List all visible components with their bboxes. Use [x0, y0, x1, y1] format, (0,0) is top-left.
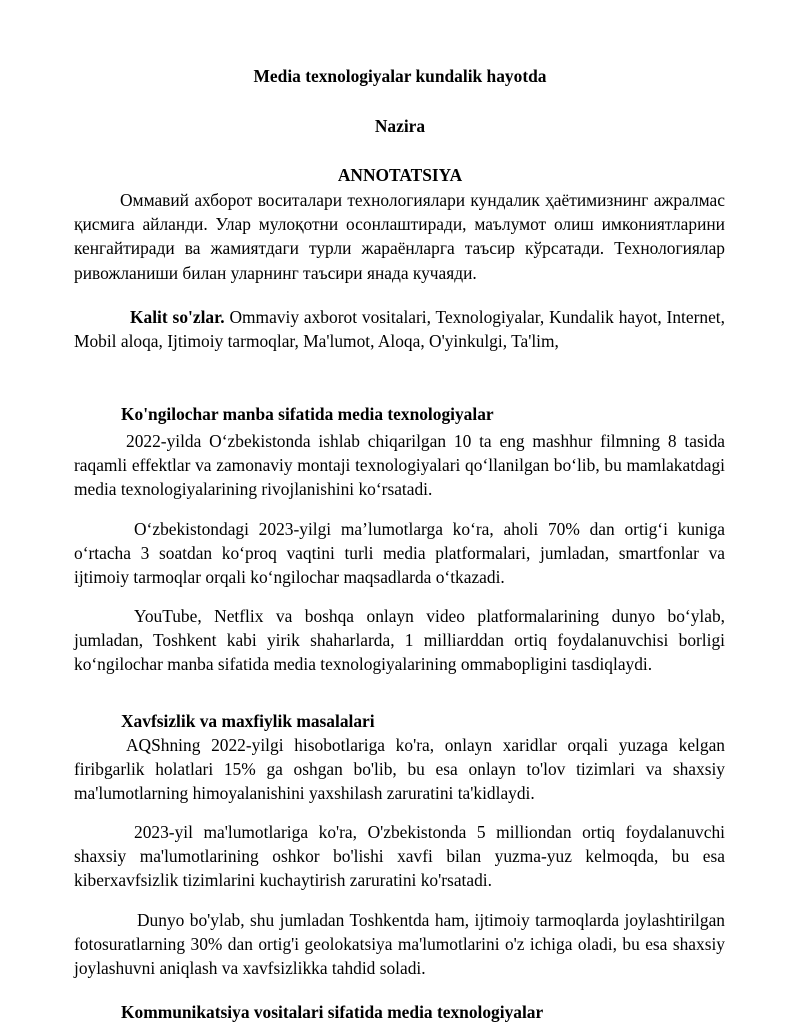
- keywords-label: Kalit so'zlar.: [130, 307, 225, 327]
- section-heading-security: Xavfsizlik va maxfiylik masalalari: [121, 711, 375, 731]
- annotation-heading: ANNOTATSIYA: [337, 165, 463, 185]
- section-paragraph: Dunyo bo'ylab, shu jumladan Toshkentda ham, ijtimoiy tarmoqlarda joylashtirilgan fotosuratlarning 30% dan ortig'i geolokatsiya ma'lumotlarini o'z ichiga oladi, bu esa shaxsiy joylashuvni aniqlash va xavfsizlikka tahdid soladi.: [74, 910, 725, 979]
- document-author: Nazira: [374, 116, 426, 136]
- document-title: Media texnologiyalar kundalik hayotda: [253, 66, 547, 86]
- annotation-paragraph: Оммавий ахборот воситалари технологиялари кундалик ҳаётимизнинг ажралмас қисмига айланди. Улар мулоқотни осонлаштиради, маълумот олиш имкониятларини кенгайтиради ва жамиятдаги турли жараёнларга таъсир кўрсатади. Технологиялар ривожланиши билан уларнинг таъсири янада кучаяди.: [74, 190, 725, 283]
- keywords-paragraph: [74, 305, 725, 353]
- section-paragraph: 2022-yilda O‘zbekistonda ishlab chiqarilgan 10 ta eng mashhur filmning 8 tasida raqamli effektlar va zamonaviy montaji texnologiyalari qo‘llanilgan bo‘lib, bu mamlakatdagi media texnologiyalarining rivojlanishini ko‘rsatadi.: [74, 431, 725, 500]
- section-paragraph: 2023-yil ma'lumotlariga ko'ra, O'zbekistonda 5 milliondan ortiq foydalanuvchi shaxsiy ma'lumotlarining oshkor bo'lishi xavfi bilan yuzma-yuz kelmoqda, bu esa kiberxavfsizlik tizimlarini kuchaytirish zaruratini ko'rsatadi.: [74, 822, 725, 891]
- section-heading-entertainment: Ko'ngilochar manba sifatida media texnologiyalar: [121, 404, 494, 424]
- section-paragraph: O‘zbekistondagi 2023-yilgi ma’lumotlarga ko‘ra, aholi 70% dan ortig‘i kuniga o‘rtacha 3 soatdan ko‘proq vaqtini turli media platformalari, jumladan, smartfonlar va ijtimoiy tarmoqlar orqali ko‘ngilochar maqsadlarda o‘tkazadi.: [74, 519, 725, 588]
- keywords-text: Ommaviy axborot vositalari, Texnologiyalar, Kundalik hayot, Internet, Mobil aloqa, Ijtimoiy tarmoqlar, Ma'lumot, Aloqa, O'yinkulgi, Ta'lim,: [74, 307, 725, 352]
- section-heading-communication: Kommunikatsiya vositalari sifatida media texnologiyalar: [121, 1002, 544, 1022]
- section-paragraph: YouTube, Netflix va boshqa onlayn video platformalarining dunyo bo‘ylab, jumladan, Toshkent kabi yirik shaharlarda, 1 milliarddan ortiq foydalanuvchisi borligi ko‘ngilochar manba sifatida media texnologiyalarining ommabopligini tasdiqlaydi.: [74, 606, 725, 675]
- section-paragraph: AQShning 2022-yilgi hisobotlariga ko'ra, onlayn xaridlar orqali yuzaga kelgan firibgarlik holatlari 15% ga oshgan bo'lib, bu esa onlayn to'lov tizimlari va shaxsiy ma'lumotlarning himoyalanishini yaxshilash zaruratini ta'kidlaydi.: [74, 735, 725, 804]
